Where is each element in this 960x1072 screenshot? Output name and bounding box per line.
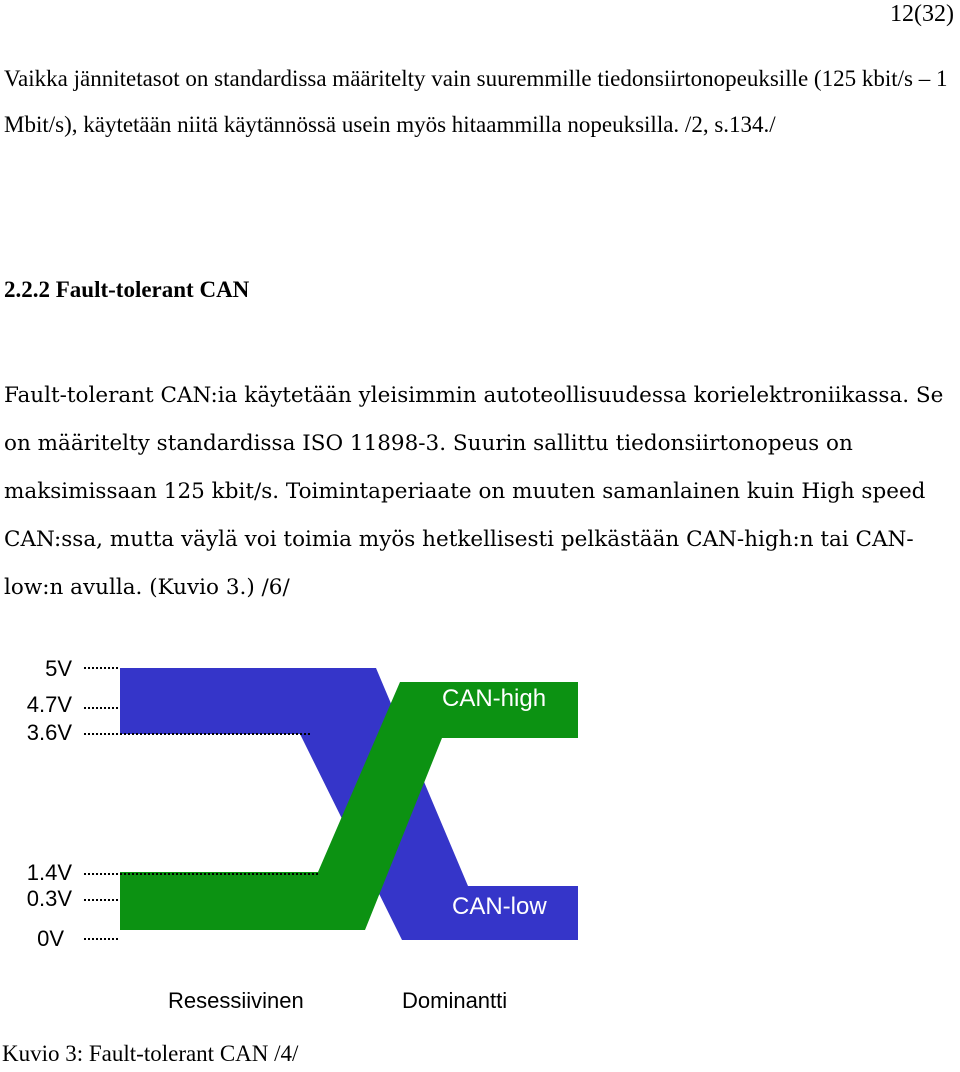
can-high-label: CAN-high bbox=[442, 685, 547, 712]
fault-tolerant-can-figure bbox=[0, 640, 600, 1020]
paragraph-voltage-levels: Vaikka jännitetasot on standardissa määritelty vain suuremmille tiedonsiirtonopeuksille (125 kbit/s – 1 Mbit/s), käytetään niitä käytännössä usein myös hitaammilla nopeuksilla. /2, s.134./ bbox=[4, 66, 948, 137]
voltage-label-5v: 5V bbox=[45, 656, 72, 681]
can-signal-diagram bbox=[0, 640, 600, 1020]
paragraph-fault-tolerant-can: Fault-tolerant CAN:ia käytetään yleisimmin autoteollisuudessa korielektroniikassa. Se on määritelty standardissa ISO 11898-3. Suurin sallittu tiedonsiirtonopeus on maksimissaan 125 kbit/s. Toimintaperiaate on muuten samanlainen kuin High speed CAN:ssa, mutta väylä voi toimia myös hetkellisesti pelkästään CAN-high:n tai CAN-low:n avulla. (Kuvio 3.) /6/ bbox=[4, 383, 944, 600]
voltage-label-3-6v: 3.6V bbox=[26, 720, 72, 745]
voltage-label-0-3v: 0.3V bbox=[26, 886, 72, 911]
voltage-label-1-4v: 1.4V bbox=[26, 860, 72, 885]
recessive-state-label: Resessiivinen bbox=[168, 988, 304, 1013]
can-low-label: CAN-low bbox=[452, 893, 547, 920]
figure-caption: Kuvio 3: Fault-tolerant CAN /4/ bbox=[2, 1041, 299, 1066]
section-heading: 2.2.2 Fault-tolerant CAN bbox=[4, 277, 250, 302]
page-number: 12(32) bbox=[890, 1, 954, 27]
voltage-label-0v: 0V bbox=[37, 926, 64, 951]
voltage-label-4-7v: 4.7V bbox=[26, 692, 72, 717]
dominant-state-label: Dominantti bbox=[402, 988, 508, 1013]
